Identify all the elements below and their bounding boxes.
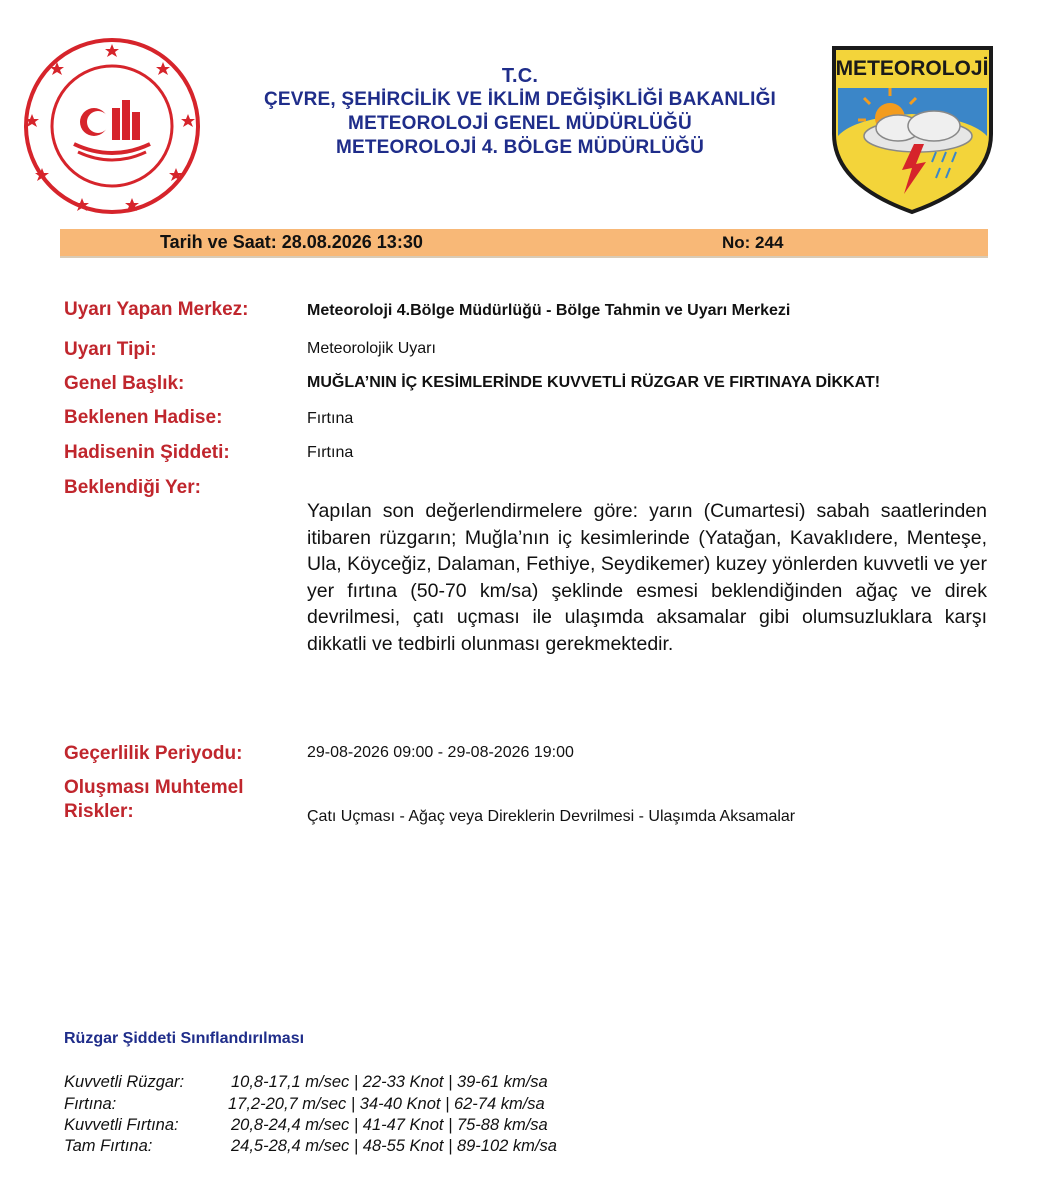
wind-row-name: Tam Fırtına: [64,1137,153,1155]
header-directorate: METEOROLOJİ GENEL MÜDÜRLÜĞÜ [348,113,692,134]
header-ministry: ÇEVRE, ŞEHİRCİLİK VE İKLİM DEĞİŞİKLİĞİ BAKANLIĞI [263,89,777,110]
type-label: Uyarı Tipi: [64,339,157,360]
ministry-seal-logo [22,36,202,216]
warning-number: No: 244 [722,233,784,252]
headline-value: MUĞLA’NIN İÇ KESİMLERİNDE KUVVETLİ RÜZGAR VE FIRTINAYA DİKKAT! [307,374,881,391]
wind-row-value: 10,8-17,1 m/sec | 22-33 Knot | 39-61 km/sa [231,1073,548,1091]
header-region: METEOROLOJİ 4. BÖLGE MÜDÜRLÜĞÜ [335,137,705,158]
wind-row-value: 17,2-20,7 m/sec | 34-40 Knot | 62-74 km/sa [228,1095,545,1113]
place-label: Beklendiği Yer: [64,477,201,498]
risks-label-line2: Riskler: [64,801,134,822]
headline-label: Genel Başlık: [64,373,185,394]
validity-value: 29-08-2026 09:00 - 29-08-2026 19:00 [307,744,574,761]
center-value: Meteoroloji 4.Bölge Müdürlüğü - Bölge Tahmin ve Uyarı Merkezi [307,302,791,319]
event-value: Fırtına [307,410,354,427]
place-description: Yapılan son değerlendirmelere göre: yarın (Cumartesi) sabah saatlerinden itibaren rüzgarın; Muğla’nın iç kesimlerinde (Yatağan, Kavaklıdere, Menteşe, Ula, Köyceğiz, Dalaman, Fethiye, Seydikemer) kuzey yönlerden kuvvetli ve yer yer fırtına (50-70 km/sa) şeklinde esmesi beklendiğinden ağaç ve direk devrilmesi, çatı uçması ile ulaşımda aksamalar gibi olumsuzluklara karşı dikkatli ve tedbirli olunması gerekmektedir. [307,500,987,655]
wind-row-value: 20,8-24,4 m/sec | 41-47 Knot | 75-88 km/sa [231,1116,548,1134]
severity-value: Fırtına [307,444,354,461]
severity-label: Hadisenin Şiddeti: [64,442,230,463]
wind-row-name: Fırtına: [64,1095,117,1113]
wind-classification-title: Rüzgar Şiddeti Sınıflandırılması [64,1030,305,1047]
meteoroloji-logo [830,44,995,216]
date-number-bar [60,229,988,258]
center-label: Uyarı Yapan Merkez: [64,299,249,320]
date-time: Tarih ve Saat: 28.08.2026 13:30 [160,232,423,252]
header-tc: T.C. [501,65,539,87]
event-label: Beklenen Hadise: [64,407,223,428]
type-value: Meteorolojik Uyarı [307,340,436,357]
wind-row-name: Kuvvetli Rüzgar: [64,1073,185,1091]
validity-label: Geçerlilik Periyodu: [64,743,243,764]
wind-row-name: Kuvvetli Fırtına: [64,1116,179,1134]
risks-value: Çatı Uçması - Ağaç veya Direklerin Devrilmesi - Ulaşımda Aksamalar [307,808,796,825]
risks-label-line1: Oluşması Muhtemel [64,777,244,798]
header-block [240,64,800,160]
wind-row-value: 24,5-28,4 m/sec | 48-55 Knot | 89-102 km/sa [231,1137,557,1155]
svg-text:METEOROLOJİ: METEOROLOJİ [835,57,989,80]
